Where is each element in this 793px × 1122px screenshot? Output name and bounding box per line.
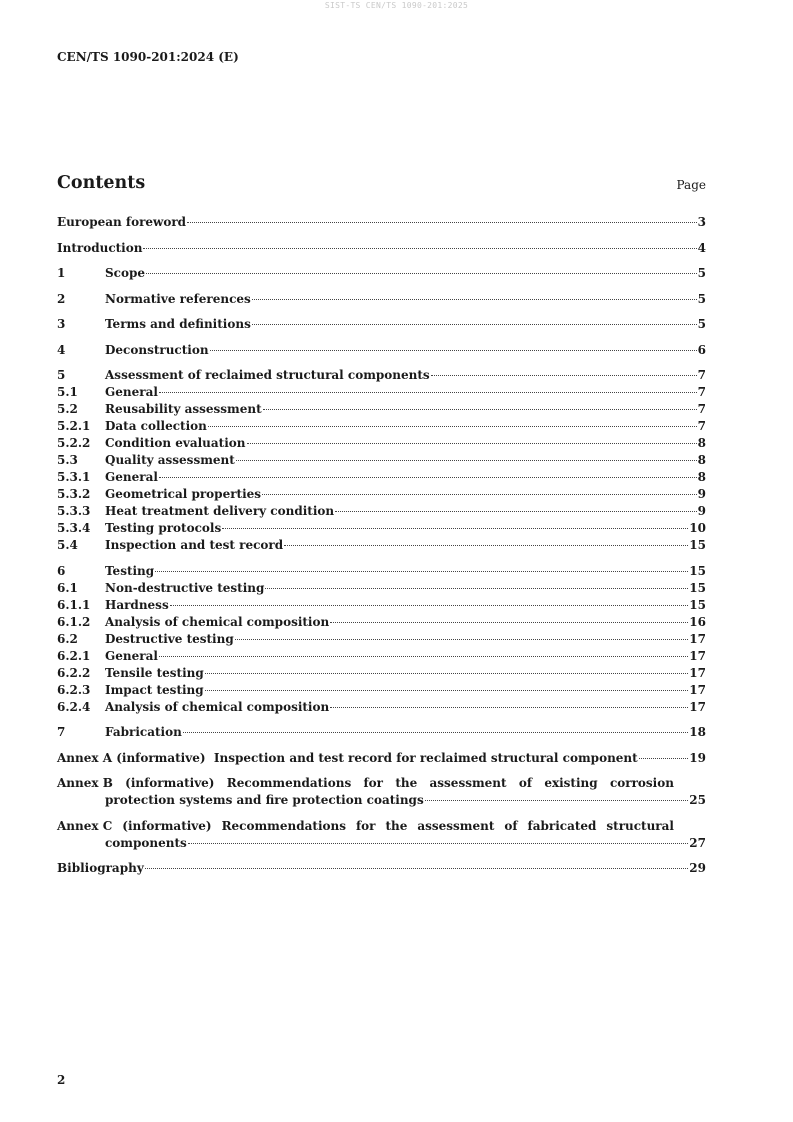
leader-dots [236,460,697,461]
toc-entry-number: 6 [57,563,66,578]
toc-entry-page: 15 [689,580,706,595]
toc-entry-title: Testing [105,563,155,578]
toc-entry-page: 4 [697,240,706,255]
toc-entry-page: 8 [697,470,706,484]
annex-word: structural [606,818,674,833]
toc-entry-page: 19 [689,750,706,765]
toc-entry-title: Tensile testing [105,665,204,680]
annex-word: Recommendations [226,776,352,790]
toc-entry-page: 15 [689,538,706,552]
toc-entry-number: 6.2.1 [57,648,91,663]
annex-title-line2: components [105,835,187,850]
toc-entry-title: Inspection and test record [105,538,284,552]
toc-entry-page: 16 [689,614,706,629]
toc-entry-title: Analysis of chemical composition [105,699,330,714]
toc-entry-title: Impact testing [105,682,204,697]
toc-entry[interactable] [57,724,706,741]
leader-dots [425,800,689,801]
toc-entry-title: Condition evaluation [105,436,246,450]
toc-entry-page: 5 [697,317,706,331]
toc-entry[interactable] [57,367,706,384]
toc-entry-number: 6.1.1 [57,597,91,612]
toc-entry[interactable] [57,401,706,418]
leader-dots [252,324,697,325]
annex-word: (informative) [125,776,215,790]
leader-dots [330,707,688,708]
toc-entry[interactable] [57,435,706,452]
toc-entry-number: 6.1.2 [57,614,91,629]
toc-entry-title: European foreword [57,215,187,229]
toc-entry-number: 5.3.4 [57,521,91,535]
leader-dots [335,511,697,512]
toc-entry-number: 6.2.2 [57,665,91,680]
leader-dots [639,758,689,759]
toc-entry-page: 17 [689,665,706,680]
leader-dots [210,350,697,351]
toc-entry-number: 3 [57,317,66,331]
toc-entry[interactable] [57,597,706,614]
page-column-label: Page [676,178,706,192]
toc-entry-title: Normative references [105,291,251,306]
toc-entry[interactable] [57,563,706,580]
toc-entry-page: 27 [689,835,706,850]
toc-entry[interactable] [57,291,706,308]
toc-entry-title: Scope [105,266,146,280]
toc-entry-title: Reusability assessment [105,402,262,416]
toc-entry-title: Hardness [105,597,169,612]
annex-title-continuation [57,792,706,809]
toc-entry[interactable] [57,384,706,401]
toc-entry-page: 7 [697,385,706,399]
leader-dots [183,732,688,733]
toc-entry-annex-b[interactable] [57,775,706,809]
toc-entry-title: Fabrication [105,725,182,739]
annex-word: (informative) [122,818,212,833]
annex-word: assessment [429,776,507,790]
toc-entry-title: General [105,470,158,484]
toc-entry-number: 5.3.2 [57,487,91,501]
annex-word: existing [544,776,598,790]
toc-entry-page: 7 [697,419,706,433]
annex-word: Annex B [57,776,113,790]
toc-entry[interactable] [57,240,706,257]
leader-dots [187,222,697,223]
toc-entry-title: Testing protocols [105,521,222,535]
toc-entry-page: 29 [689,861,706,875]
toc-entry-number: 5.2.2 [57,436,91,450]
toc-entry-number: 2 [57,291,66,306]
leader-dots [431,375,697,376]
toc-entry-page: 9 [697,504,706,518]
toc-entry-title: Geometrical properties [105,487,262,501]
toc-entry-number: 5.3 [57,453,78,467]
toc-entry-annex-c[interactable] [57,818,706,852]
toc-entry-number: 6.1 [57,580,78,595]
annex-title-line2: protection systems and fire protection coatings [105,793,424,807]
toc-entry-number: 6.2.3 [57,682,91,697]
leader-dots [222,528,688,529]
toc-entry-title: Introduction [57,240,143,255]
annex-word: for [355,818,376,833]
leader-dots [146,273,697,274]
watermark: SIST-TS CEN/TS 1090-201:2025 [324,1,469,10]
toc-entry-page: 17 [689,699,706,714]
toc-entry-page: 6 [697,342,706,357]
annex-word: for [363,776,384,790]
toc-entry-title: Deconstruction [105,342,209,357]
annex-word: Recommendations [221,818,346,833]
toc-entry-page: 7 [697,402,706,416]
toc-entry-page: 8 [697,453,706,467]
leader-dots [170,605,689,606]
toc-entry-page: 9 [697,487,706,501]
annex-word: the [385,818,408,833]
leader-dots [159,656,688,657]
annex-word: Annex C [57,818,113,833]
toc-entry-page: 7 [697,368,706,382]
toc-entry[interactable] [57,699,706,716]
toc-entry[interactable] [57,665,706,682]
toc-entry-title: Assessment of reclaimed structural components [105,368,430,382]
leader-dots [263,409,697,410]
toc-entry-title: Non-destructive testing [105,580,265,595]
toc-entry-number: 5.3.1 [57,470,91,484]
toc-entry-title: General [105,385,158,399]
toc-entry[interactable] [57,648,706,665]
toc-entry-number: 6.2.4 [57,699,91,714]
leader-dots [252,299,697,300]
toc-entry-page: 17 [689,682,706,697]
toc-entry-title: Bibliography [57,861,144,875]
table-of-contents [57,214,706,877]
toc-entry[interactable] [57,265,706,282]
toc-entry-number: 5.2 [57,402,78,416]
toc-entry-number: 5.1 [57,385,78,399]
toc-entry[interactable] [57,631,706,648]
toc-entry-page: 5 [697,266,706,280]
toc-entry-title: General [105,648,158,663]
toc-entry-number: 4 [57,342,66,357]
toc-entry-page: 17 [689,648,706,663]
leader-dots [247,443,697,444]
leader-dots [208,426,697,427]
toc-entry[interactable] [57,342,706,359]
toc-entry-annex-a[interactable] [57,750,706,767]
toc-entry-number: 5.2.1 [57,419,91,433]
leader-dots [235,639,689,640]
toc-entry-title: Terms and definitions [105,317,251,331]
toc-entry[interactable] [57,614,706,631]
annex-title-line [57,818,706,835]
toc-entry-title: Data collection [105,419,207,433]
leader-dots [284,545,688,546]
leader-dots [159,477,697,478]
toc-entry[interactable] [57,316,706,333]
page-number: 2 [57,1073,66,1087]
toc-entry-page: 17 [689,631,706,646]
toc-entry[interactable] [57,503,706,520]
toc-entry-number: 5.4 [57,538,78,552]
leader-dots [330,622,688,623]
leader-dots [205,690,689,691]
toc-entry-number: 5 [57,368,66,382]
leader-dots [265,588,688,589]
toc-entry-title: Destructive testing [105,631,234,646]
toc-entry[interactable] [57,214,706,231]
toc-entry[interactable] [57,452,706,469]
toc-entry-page: 25 [689,793,706,807]
leader-dots [143,248,696,249]
leader-dots [145,868,689,869]
annex-word: fabricated [527,818,597,833]
leader-dots [188,843,689,844]
toc-entry-page: 18 [689,725,706,739]
toc-entry[interactable] [57,469,706,486]
toc-entry-bibliography[interactable] [57,860,706,877]
leader-dots [155,571,688,572]
toc-entry-number: 1 [57,266,66,280]
annex-title-continuation [57,835,706,852]
toc-entry-page: 3 [697,215,706,229]
toc-entry-page: 15 [689,563,706,578]
toc-entry-number: 7 [57,725,66,739]
toc-entry-page: 15 [689,597,706,612]
toc-entry-number: 6.2 [57,631,78,646]
toc-entry[interactable] [57,580,706,597]
toc-entry[interactable] [57,486,706,503]
document-id: CEN/TS 1090-201:2024 (E) [57,50,239,64]
toc-entry-title: Annex A (informative) Inspection and test record for reclaimed structural component [57,750,638,765]
toc-entry-number: 5.3.3 [57,504,91,518]
toc-entry-title: Analysis of chemical composition [105,614,330,629]
toc-entry-page: 10 [689,521,706,535]
toc-entry-title: Heat treatment delivery condition [105,504,335,518]
leader-dots [205,673,689,674]
leader-dots [159,392,697,393]
toc-entry-page: 5 [697,291,706,306]
toc-entry[interactable] [57,520,706,537]
annex-word: assessment [417,818,495,833]
toc-entry[interactable] [57,682,706,699]
annex-word: of [504,818,518,833]
toc-entry[interactable] [57,537,706,554]
annex-word: of [518,776,533,790]
toc-entry-title: Quality assessment [105,453,235,467]
toc-entry[interactable] [57,418,706,435]
annex-word: the [395,776,418,790]
annex-word: corrosion [609,776,674,790]
contents-title: Contents [57,173,146,193]
toc-entry-page: 8 [697,436,706,450]
annex-title-line [57,775,706,792]
leader-dots [262,494,697,495]
